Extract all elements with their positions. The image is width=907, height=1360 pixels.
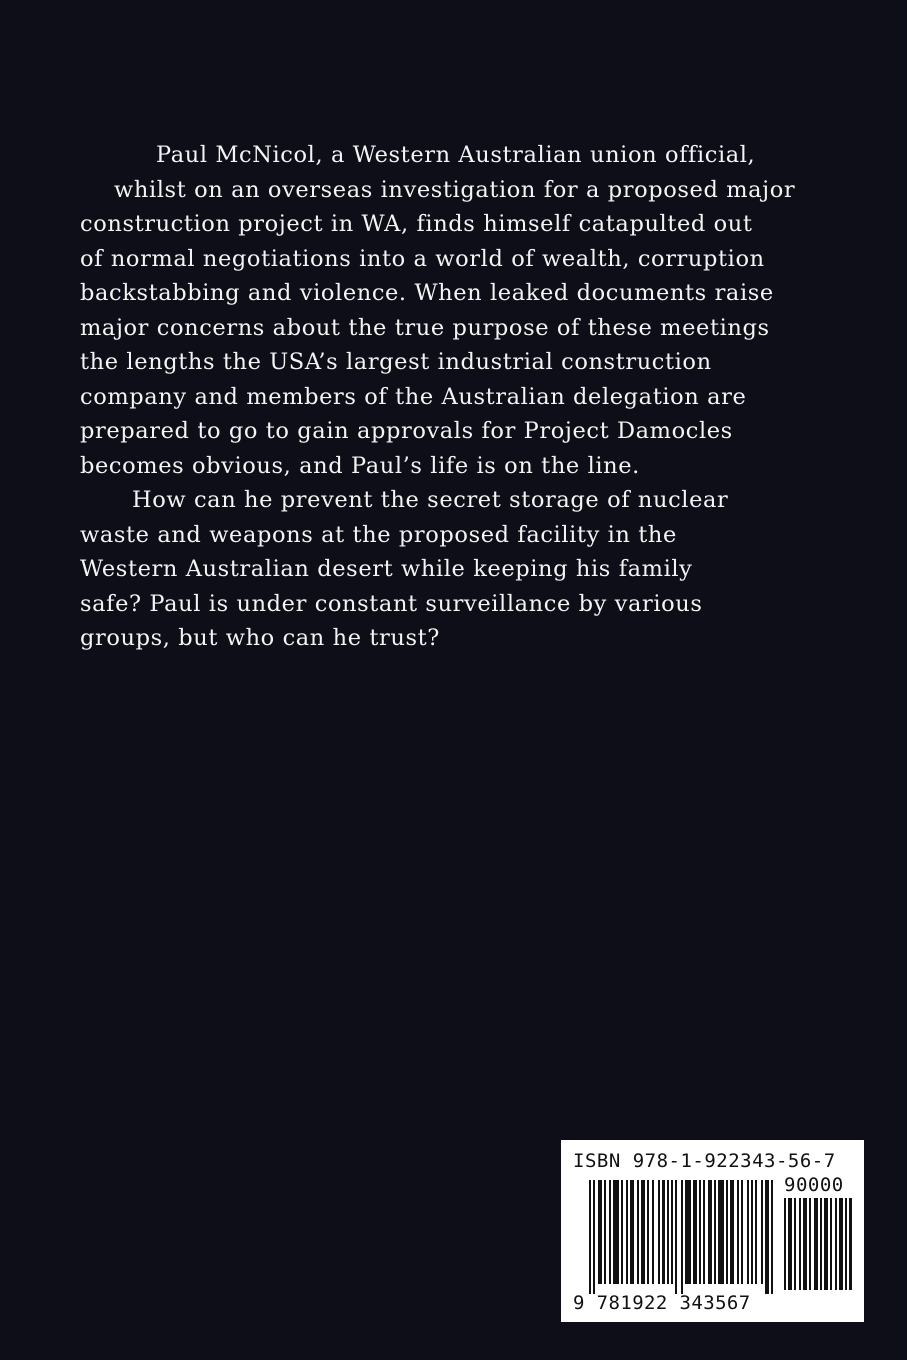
ean-digits: 9 781922 343567 <box>573 1292 751 1314</box>
blurb-line: Western Australian desert while keeping his family <box>80 556 693 582</box>
blurb-line: major concerns about the true purpose of these meetings <box>80 314 770 341</box>
blurb-line: prepared to go to gain approvals for Project Damocles <box>80 418 733 444</box>
price-code: 90000 <box>784 1174 844 1196</box>
blurb-line: waste and weapons at the proposed facility in the <box>80 521 677 548</box>
blurb-line: groups, but who can he trust? <box>80 625 440 651</box>
blurb-line: backstabbing and violence. When leaked documents raise <box>80 280 774 306</box>
blurb-line: whilst on an overseas investigation for a proposed major <box>114 176 796 203</box>
isbn-barcode <box>561 1140 864 1322</box>
blurb-line: company and members of the Australian delegation are <box>80 383 747 410</box>
blurb-line: How can he prevent the secret storage of nuclear <box>132 487 729 513</box>
blurb-line: safe? Paul is under constant surveillance by various <box>80 590 703 617</box>
blurb-line: of normal negotiations into a world of wealth, corruption <box>80 245 765 272</box>
blurb-line: Paul McNicol, a Western Australian union official, <box>156 142 756 168</box>
blurb-line: becomes obvious, and Paul’s life is on the line. <box>80 452 640 479</box>
isbn-label: ISBN 978-1-922343-56-7 <box>573 1150 836 1172</box>
ean-barcode-bars-icon <box>589 1180 779 1294</box>
book-blurb <box>80 138 840 656</box>
blurb-line: the lengths the USA’s largest industrial construction <box>80 349 712 375</box>
addon-barcode-bars-icon <box>784 1198 852 1294</box>
blurb-line: construction project in WA, finds himself catapulted out <box>80 211 753 237</box>
